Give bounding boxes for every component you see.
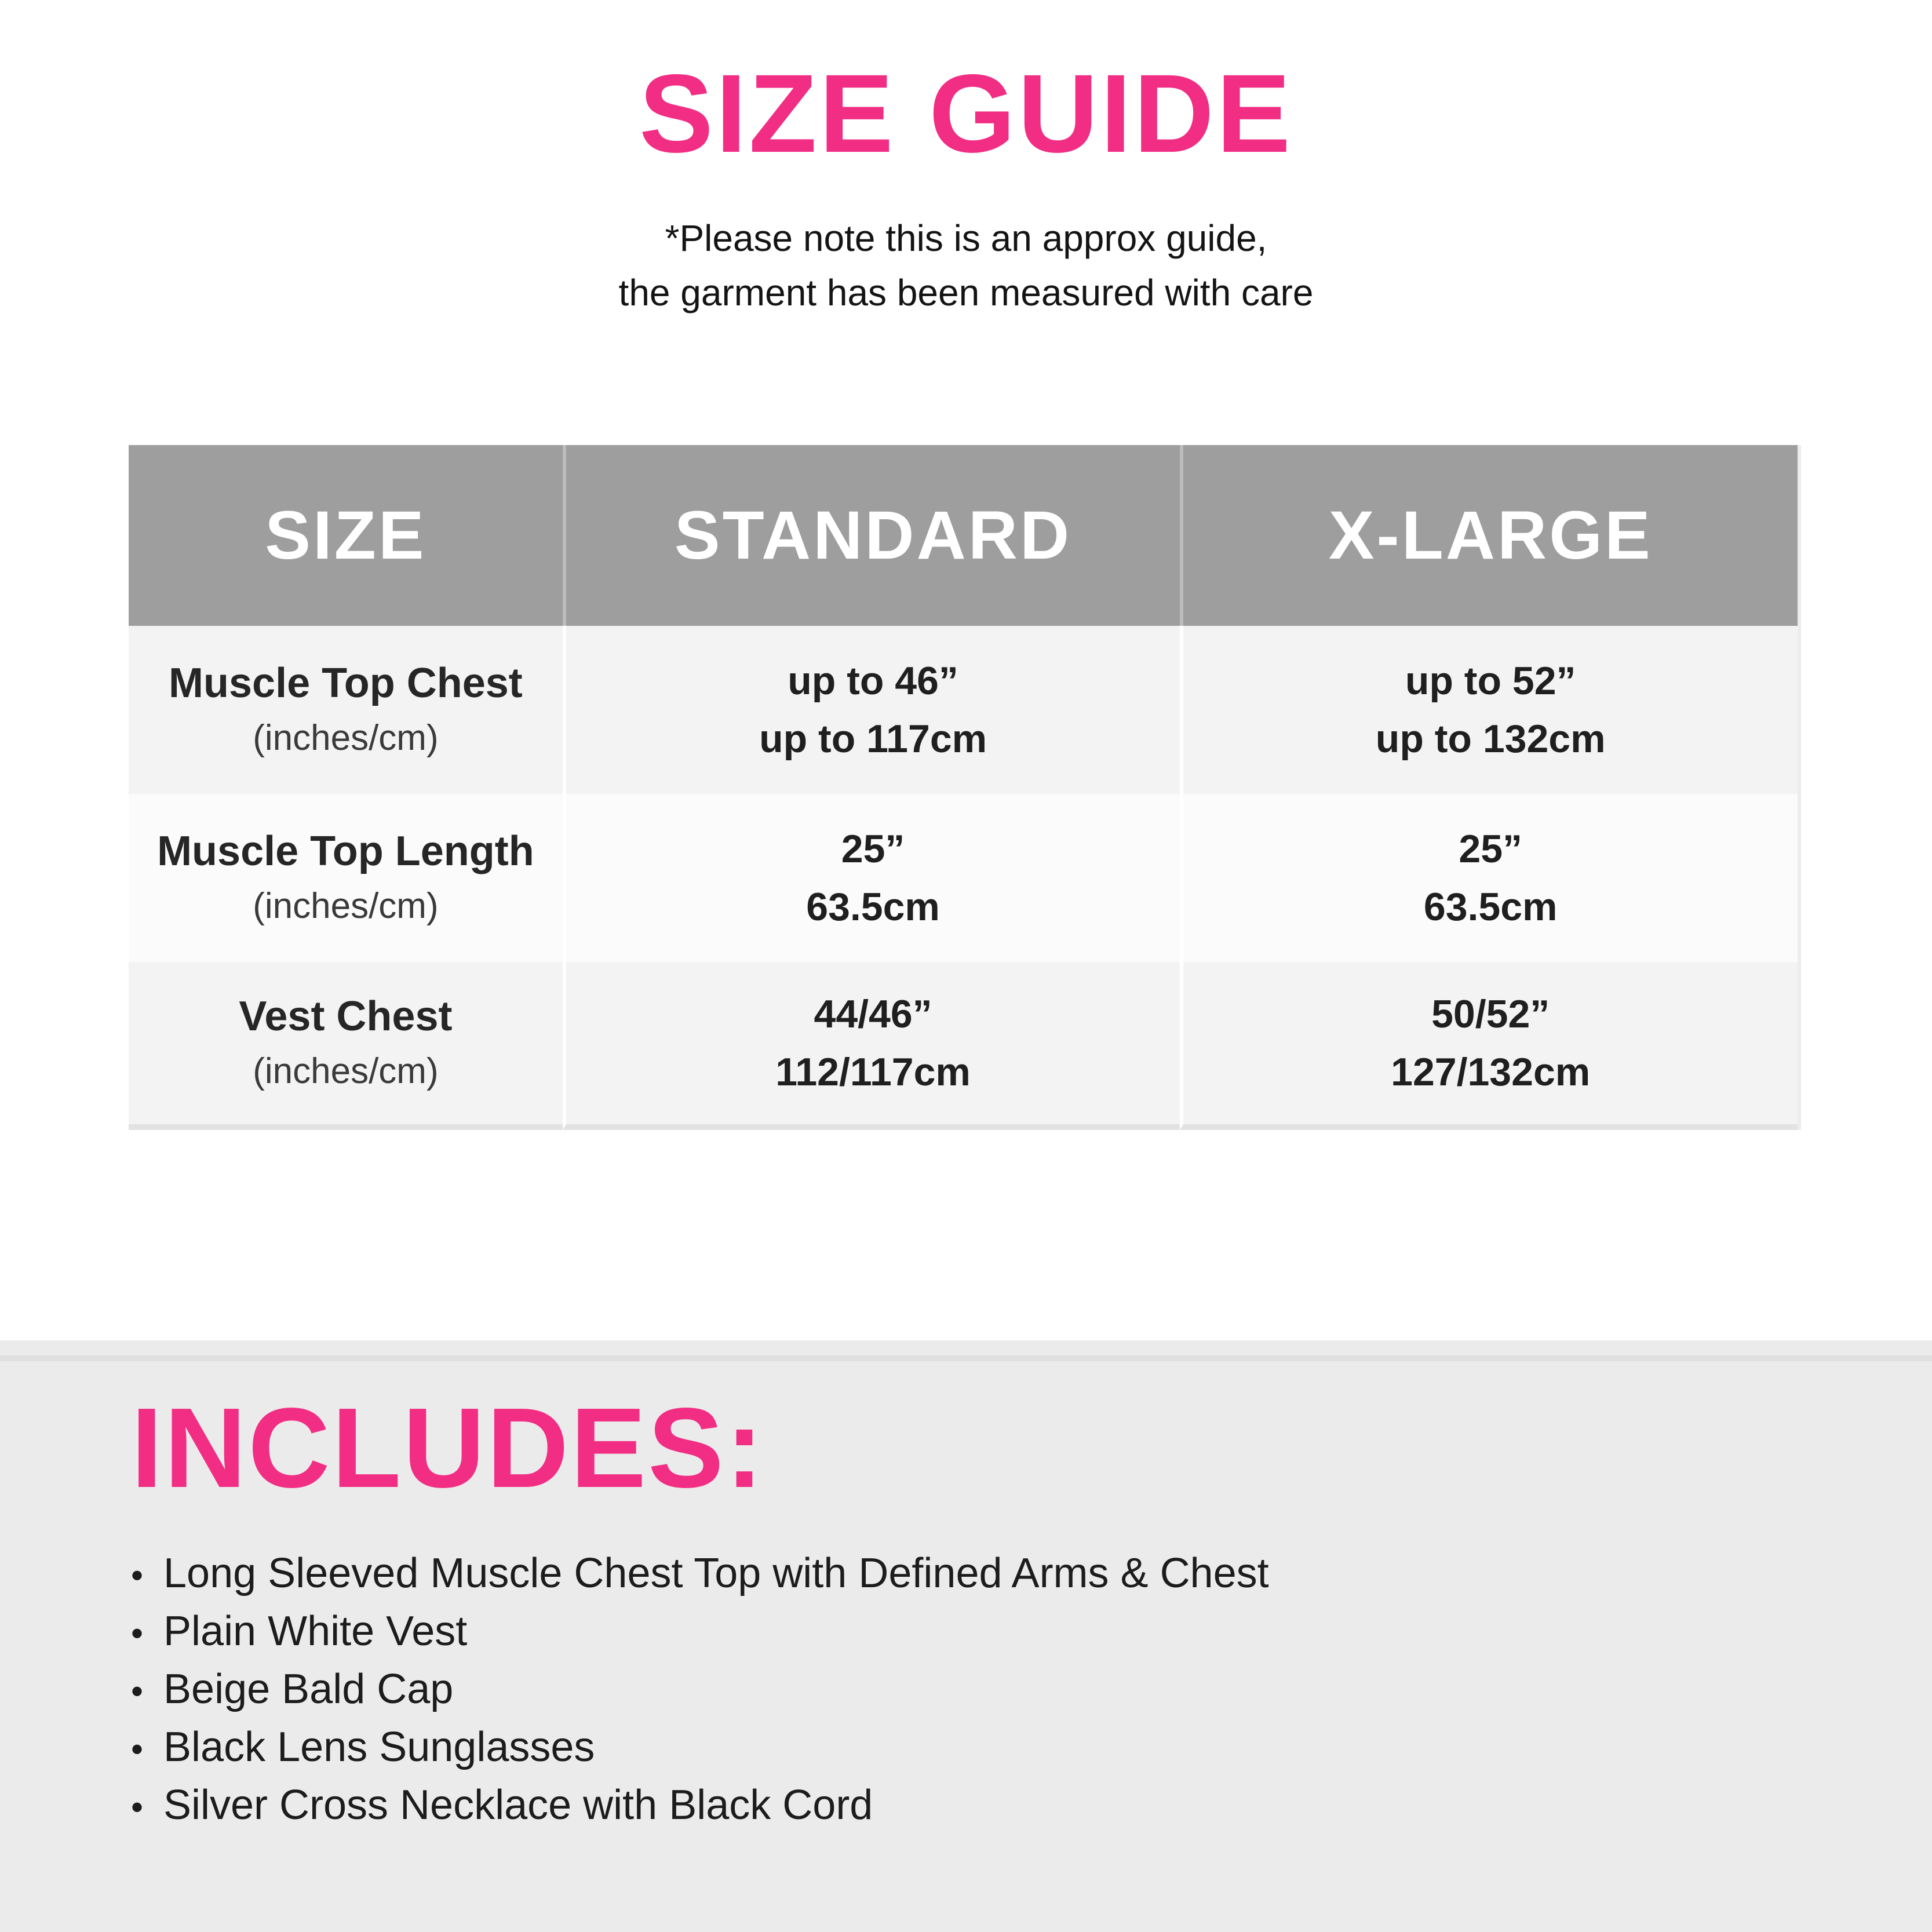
includes-item-text: Long Sleeved Muscle Chest Top with Defined Arms & Chest [163, 1550, 1269, 1596]
includes-item-text: Beige Bald Cap [163, 1666, 454, 1712]
bullet-icon: • [131, 1556, 144, 1595]
row-label: Muscle Top Chest [169, 660, 523, 706]
xlarge-value-inches: 25” [1459, 827, 1523, 871]
standard-value-inches: 44/46” [814, 992, 932, 1036]
includes-item [131, 1603, 1269, 1661]
note-block [0, 211, 1932, 320]
table-row-muscle-top-chest [129, 626, 1798, 794]
standard-value-cm: 112/117cm [775, 1050, 971, 1094]
note-line-2: the garment has been measured with care [618, 272, 1314, 314]
table-header-row [129, 445, 1798, 626]
standard-value-cell [563, 962, 1180, 1130]
xlarge-value-cell [1180, 962, 1798, 1130]
standard-value-cm: up to 117cm [759, 717, 987, 761]
includes-item-text: Silver Cross Necklace with Black Cord [163, 1782, 873, 1828]
standard-value-inches: up to 46” [788, 659, 958, 703]
includes-item [131, 1661, 1269, 1719]
row-label-cell [129, 626, 563, 794]
bullet-icon: • [131, 1614, 144, 1653]
table-row-muscle-top-length [129, 794, 1798, 962]
xlarge-value-cell [1180, 794, 1798, 962]
bullet-icon: • [131, 1672, 144, 1711]
row-label-cell [129, 794, 563, 962]
standard-value-cm: 63.5cm [806, 885, 940, 929]
standard-value-cell [563, 794, 1180, 962]
note-line-1: *Please note this is an approx guide, [665, 217, 1267, 259]
page-title: SIZE GUIDE [639, 51, 1293, 176]
row-unit: (inches/cm) [253, 1051, 439, 1091]
row-label: Vest Chest [239, 993, 453, 1040]
row-label: Muscle Top Length [157, 828, 534, 874]
row-label-cell [129, 962, 563, 1130]
includes-item [131, 1545, 1269, 1603]
xlarge-value-cm: 127/132cm [1391, 1050, 1591, 1094]
row-unit: (inches/cm) [253, 886, 439, 926]
table-row-vest-chest [129, 962, 1798, 1130]
bullet-icon: • [131, 1730, 144, 1769]
includes-list [131, 1545, 1269, 1835]
includes-item [131, 1719, 1269, 1777]
section-divider [0, 1355, 1932, 1361]
includes-section [0, 1340, 1932, 1932]
includes-item-text: Plain White Vest [163, 1608, 468, 1654]
xlarge-value-cm: up to 132cm [1375, 717, 1606, 761]
xlarge-value-inches: up to 52” [1405, 659, 1576, 703]
includes-item [131, 1777, 1269, 1835]
xlarge-value-cell [1180, 626, 1798, 794]
row-unit: (inches/cm) [253, 718, 439, 758]
bullet-icon: • [131, 1788, 144, 1827]
xlarge-value-cm: 63.5cm [1423, 885, 1558, 929]
includes-heading: INCLUDES: [131, 1384, 765, 1511]
size-guide-table [129, 445, 1801, 1130]
header-cell-standard: STANDARD [563, 445, 1180, 626]
header-cell-xlarge: X-LARGE [1180, 445, 1798, 626]
standard-value-inches: 25” [841, 827, 905, 871]
xlarge-value-inches: 50/52” [1431, 992, 1550, 1036]
standard-value-cell [563, 626, 1180, 794]
includes-item-text: Black Lens Sunglasses [163, 1724, 595, 1770]
header-cell-size: SIZE [129, 445, 563, 626]
